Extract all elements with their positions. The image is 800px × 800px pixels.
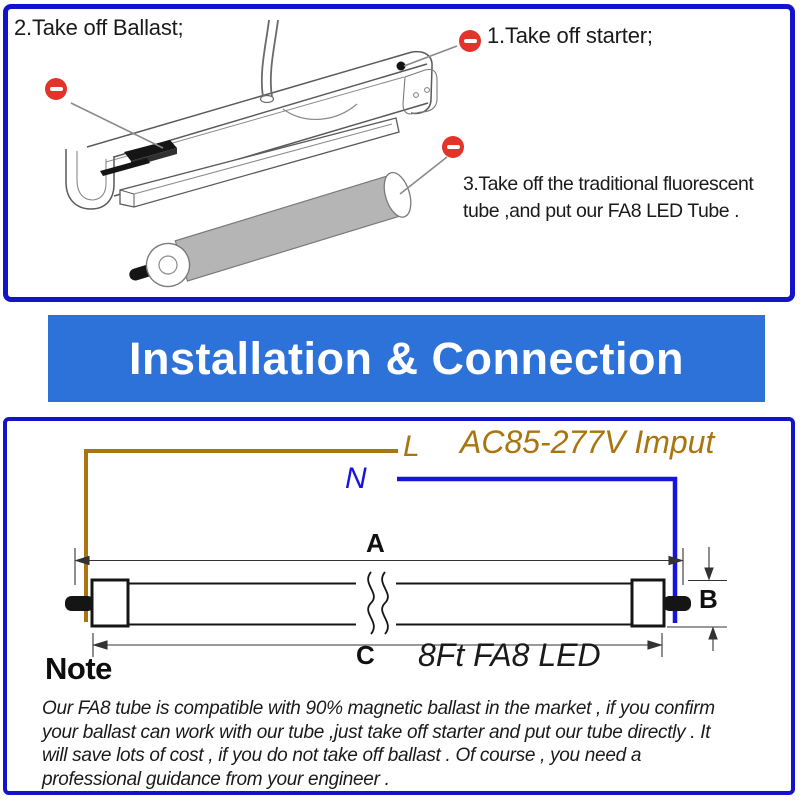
tube-model-label: 8Ft FA8 LED (418, 637, 601, 673)
step-1-label: 1.Take off starter; (487, 23, 653, 48)
step-3-line1: 3.Take off the traditional fluorescent (463, 173, 754, 195)
note-line-1: Our FA8 tube is compatible with 90% magnetic ballast in the market , if you confirm (42, 698, 715, 719)
dimension-a-label: A (366, 528, 385, 558)
no-entry-bar (447, 145, 460, 150)
note-line-4: professional guidance from your engineer . (42, 768, 390, 790)
section-banner (48, 315, 765, 402)
note-line-2: your ballast can work with our tube ,just take off starter and put our tube directly . It (42, 721, 711, 743)
no-entry-icon (45, 78, 67, 100)
no-entry-bar (464, 39, 477, 44)
step-3-line2: tube ,and put our FA8 LED Tube . (463, 200, 740, 222)
ballast (100, 140, 177, 176)
neutral-wire-label: N (345, 462, 367, 495)
no-entry-icon (459, 30, 481, 52)
note-line-3: will save lots of cost , if you do not take off ballast . Of course , you need a (42, 745, 642, 766)
input-voltage-label: AC85-277V Imput (460, 424, 715, 460)
led-tube-drawing (65, 572, 691, 634)
note-paragraph (42, 697, 715, 791)
fixture-exploded-diagram (0, 0, 800, 310)
no-entry-bar (50, 87, 63, 92)
dimension-c-label: C (356, 640, 375, 670)
step-2-label: 2.Take off Ballast; (14, 15, 184, 40)
no-entry-icon (442, 136, 464, 158)
banner-title: Installation & Connection (128, 332, 684, 384)
power-wires (261, 20, 279, 103)
live-wire-label: L (403, 430, 420, 463)
dimension-b-label: B (699, 584, 718, 614)
step-3-label (463, 171, 753, 225)
note-heading: Note (45, 651, 112, 686)
